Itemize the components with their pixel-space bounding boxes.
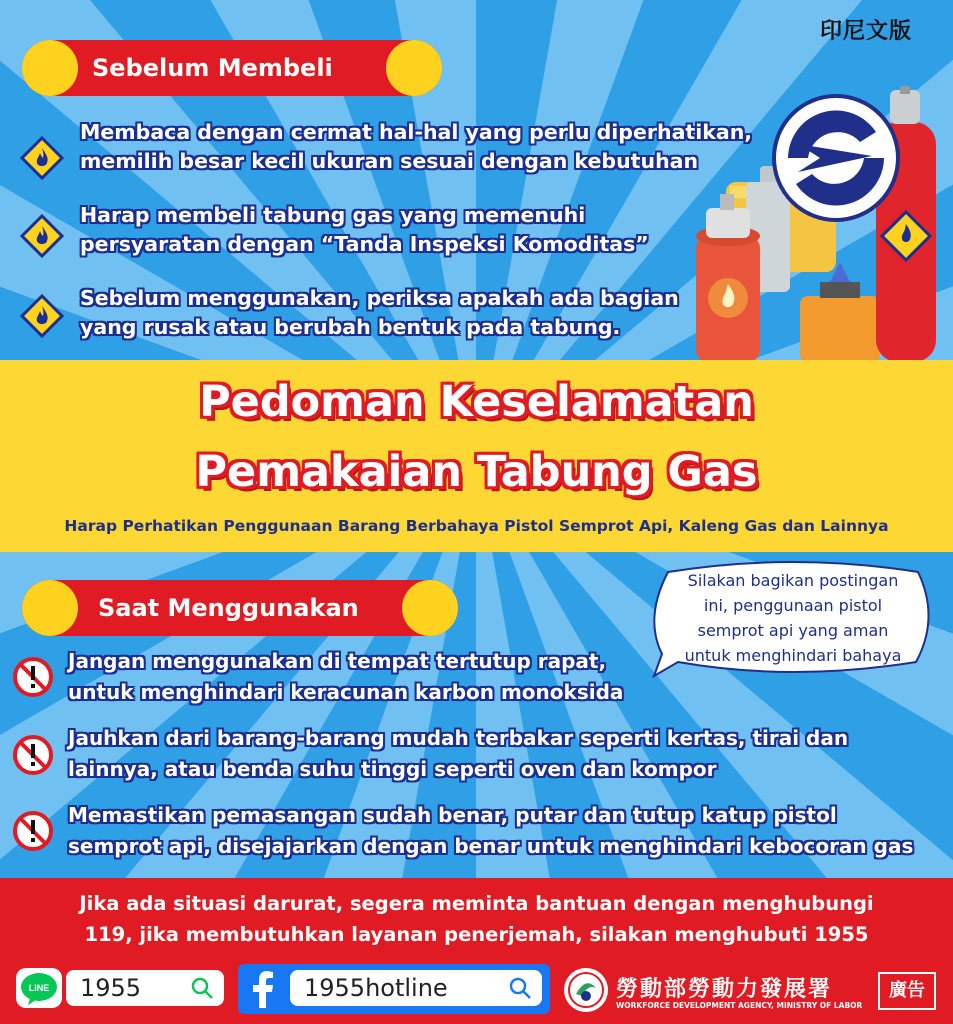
section-heading-before-text: Sebelum Membeli (92, 54, 333, 82)
gas-cylinders-illustration (690, 86, 946, 372)
list-item-line: Memastikan pemasangan sudah benar, putar dan tutup katup pistol (68, 803, 837, 827)
fire-warning-icon (20, 214, 64, 258)
list-item (68, 723, 848, 785)
facebook-logo-icon[interactable] (246, 970, 280, 1008)
pill-cap-right (402, 580, 458, 636)
page-subtitle: Harap Perhatikan Penggunaan Barang Berbahaya Pistol Semprot Api, Kaleng Gas dan Lainnya (64, 517, 889, 535)
inspection-mark-icon (774, 96, 898, 220)
list-item-line: semprot api, disejajarkan dengan benar untuk menghindari kebocoran gas (68, 834, 914, 858)
pill-cap-right (386, 40, 442, 96)
list-item-line: Jangan menggunakan di tempat tertutup rapat, (68, 649, 607, 673)
page-title-line1: Pedoman Keselamatan (199, 377, 754, 427)
emergency-text-line: Jika ada situasi darurat, segera meminta bantuan dengan menghubungi (79, 892, 874, 915)
ad-label: 廣告 (878, 972, 936, 1010)
facebook-id-value: 1955hotline (304, 974, 448, 1002)
line-id-value: 1955 (80, 974, 142, 1002)
list-item-line: persyaratan dengan “Tanda Inspeksi Komoditas” (80, 232, 649, 256)
agency-name-en: WORKFORCE DEVELOPMENT AGENCY, MINISTRY OF LABOR (616, 1001, 863, 1010)
agency-logo-icon (562, 966, 610, 1014)
list-item-line: Sebelum menggunakan, periksa apakah ada bagian (80, 286, 679, 310)
facebook-id-field[interactable] (290, 970, 542, 1006)
emergency-text-line: 119, jika membutuhkan layanan penerjemah, silakan menghubuti 1955 (84, 923, 869, 946)
fire-warning-icon (20, 136, 64, 180)
speech-bubble-line: untuk menghindari bahaya (684, 646, 902, 665)
list-item-line: Membaca dengan cermat hal-hal yang perlu diperhatikan, (80, 120, 753, 144)
line-logo-icon[interactable] (16, 968, 62, 1008)
speech-bubble-text (652, 568, 934, 668)
no-entry-icon (12, 734, 54, 776)
pill-cap-left (22, 580, 78, 636)
no-entry-icon (12, 810, 54, 852)
search-icon[interactable] (508, 976, 532, 1000)
fire-warning-icon (20, 294, 64, 338)
page-title-line2: Pemakaian Tabung Gas (195, 447, 758, 497)
list-item-line: Harap membeli tabung gas yang memenuhi (80, 203, 586, 227)
speech-bubble-line: ini, penggunaan pistol (703, 596, 883, 615)
list-item-line: memilih besar kecil ukuran sesuai dengan kebutuhan (80, 149, 699, 173)
line-id-field[interactable] (66, 970, 224, 1006)
pill-cap-left (22, 40, 78, 96)
no-entry-icon (12, 656, 54, 698)
search-icon[interactable] (190, 976, 214, 1000)
list-item-line: lainnya, atau benda suhu tinggi seperti oven dan kompor (68, 757, 717, 781)
emergency-text (0, 888, 953, 950)
section-heading-using (22, 580, 458, 636)
list-item (68, 800, 913, 862)
section-heading-using-text: Saat Menggunakan (98, 594, 359, 622)
list-item (80, 284, 679, 342)
svg-text:LINE: LINE (28, 983, 50, 993)
list-item-line: yang rusak atau berubah bentuk pada tabung. (80, 315, 621, 339)
agency-name-zh: 勞動部勞動力發展署 (616, 977, 833, 1002)
section-heading-before (22, 40, 442, 96)
speech-bubble-line: Silakan bagikan postingan (687, 571, 899, 590)
list-item-line: Jauhkan dari barang-barang mudah terbakar seperti kertas, tirai dan (68, 726, 849, 750)
list-item (80, 118, 752, 176)
list-item (68, 646, 623, 708)
language-tag: 印尼文版 (820, 19, 913, 44)
list-item (80, 201, 649, 259)
list-item-line: untuk menghindari keracunan karbon monoksida (68, 680, 624, 704)
speech-bubble-line: semprot api yang aman (697, 621, 889, 640)
